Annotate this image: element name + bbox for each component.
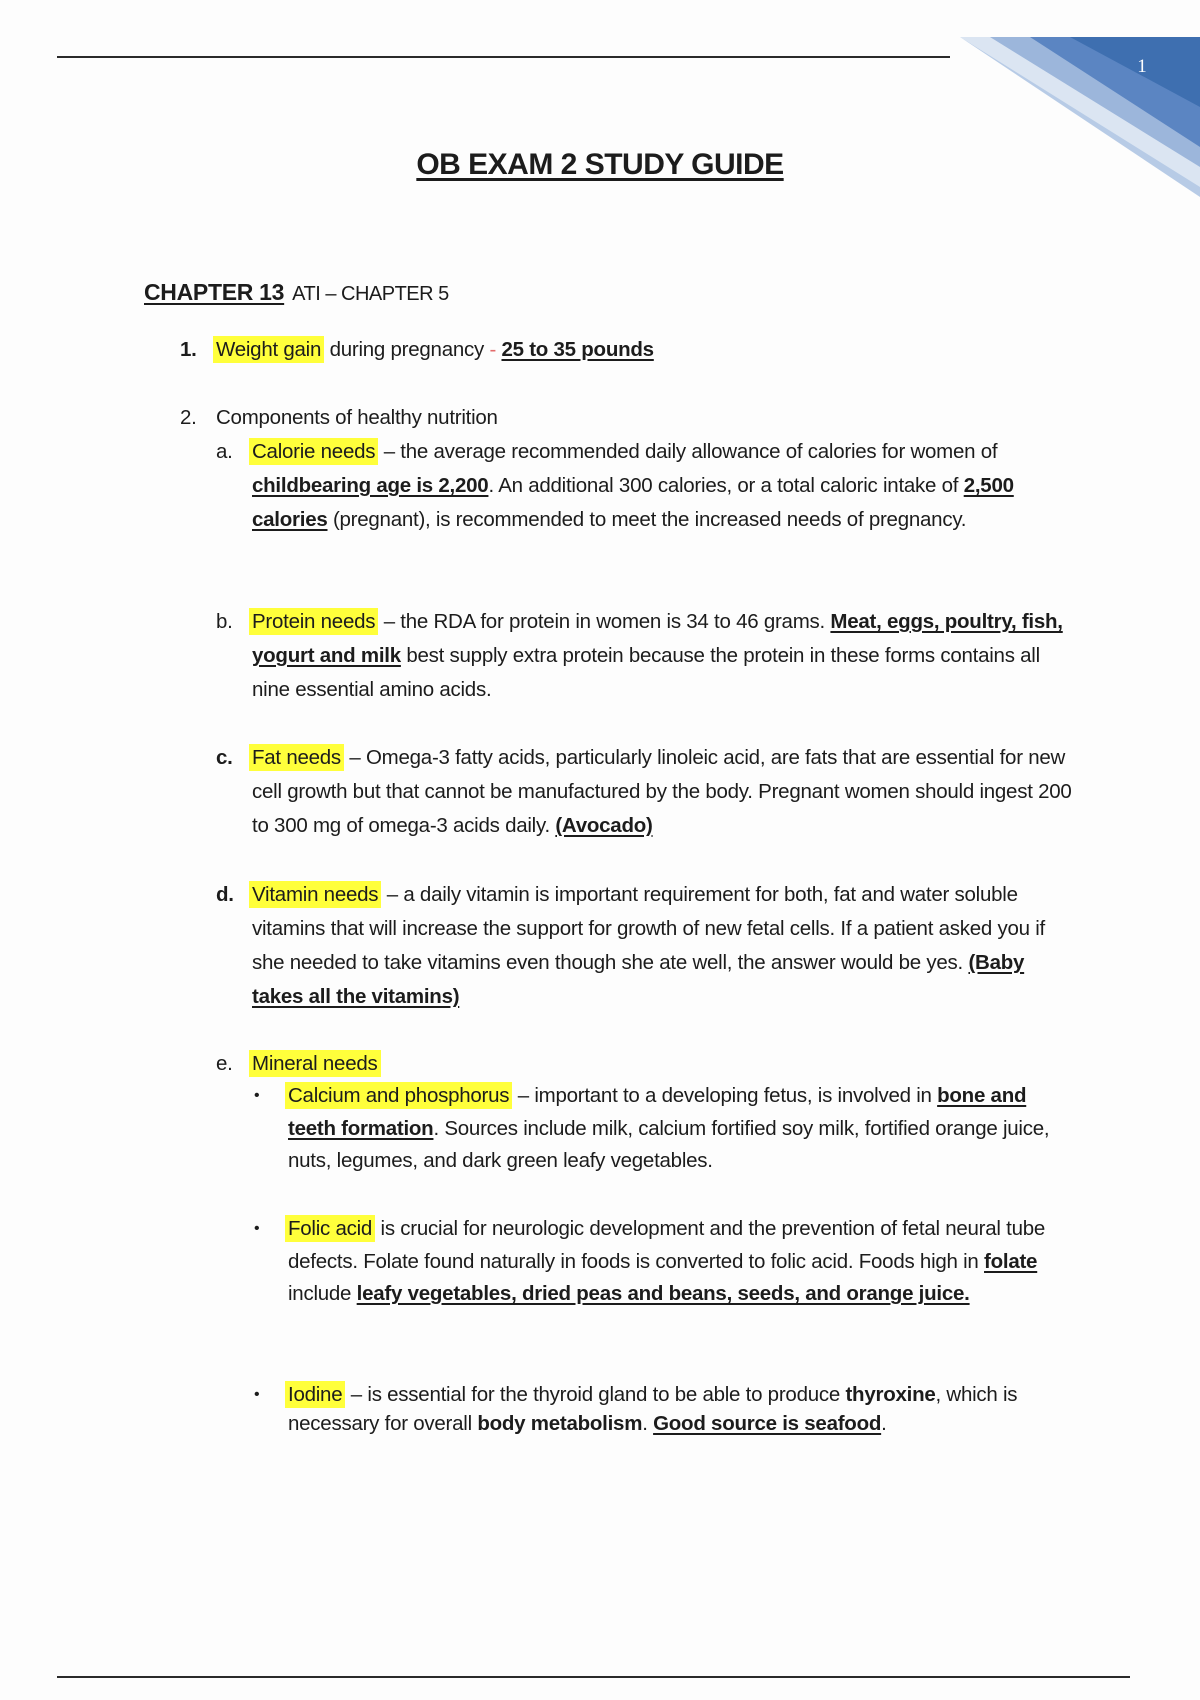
document-title-text: OB EXAM 2 STUDY GUIDE (416, 148, 784, 181)
highlight-term: Mineral needs (249, 1050, 381, 1077)
text: . (642, 1412, 654, 1435)
highlight-term: Vitamin needs (249, 881, 381, 908)
sub-item-label: a. (216, 440, 233, 463)
bullet-marker: • (254, 1386, 260, 1403)
footer-rule (57, 1676, 1130, 1678)
bold-phrase: thyroxine (845, 1383, 936, 1406)
bullet-calcium-phosphorus (254, 1080, 1078, 1178)
list-number: 1. (180, 338, 197, 361)
sub-item-label: e. (216, 1052, 233, 1075)
text: – a daily vitamin is important requirement for both, fat and water soluble vitamins that will increase the support for growth of new fetal cells. If a patient asked you if she needed to take vitamins even though she ate well, the answer would be yes. (252, 883, 1045, 974)
text: . (881, 1412, 887, 1435)
document-title (0, 148, 1200, 182)
page-number: 1 (1137, 56, 1147, 77)
text: – the average recommended daily allowance of calories for women of (378, 440, 998, 463)
bold-phrase: body metabolism (477, 1412, 643, 1435)
sub-item-fat-needs (216, 741, 1087, 843)
text: best supply extra protein because the protein in these forms contains all nine essential amino acids. (252, 644, 1040, 701)
text: – is essential for the thyroid gland to be able to produce (345, 1383, 846, 1406)
text: – the RDA for protein in women is 34 to 46 grams. (378, 610, 831, 633)
text: Components of healthy nutrition (216, 406, 498, 429)
bullet-iodine (254, 1380, 1088, 1438)
bold-phrase: (Avocado) (555, 814, 653, 837)
bold-phrase: (Baby takes all the vitamins) (252, 951, 1025, 1008)
sub-item-calorie-needs (216, 435, 1072, 537)
text: – Omega-3 fatty acids, particularly linoleic acid, are fats that are essential for new cell growth but that cannot be manufactured by the body. Pregnant women should ingest 200 to 300 mg of omega-3 acids daily. (252, 746, 1072, 837)
sub-item-label: d. (216, 883, 234, 906)
list-number: 2. (180, 406, 197, 429)
key-value: 25 to 35 pounds (501, 338, 654, 361)
sub-item-protein-needs (216, 605, 1072, 707)
highlight-term: Folic acid (285, 1215, 375, 1242)
list-item-nutrition (180, 401, 1016, 435)
sub-item-mineral-needs (216, 1047, 1072, 1081)
header-rule (57, 56, 950, 58)
highlight-term: Fat needs (249, 744, 344, 771)
bold-phrase: folate (984, 1249, 1038, 1273)
text: include (288, 1282, 357, 1305)
chapter-number: CHAPTER 13 (144, 279, 285, 305)
bold-phrase: Good source is seafood (653, 1412, 882, 1435)
text: . An additional 300 calories, or a total caloric intake of (488, 474, 964, 497)
bullet-marker: • (254, 1087, 260, 1104)
bold-phrase: bone and teeth formation (288, 1084, 1027, 1140)
text: . Sources include milk, calcium fortified soy milk, fortified orange juice, nuts, legumes, and dark green leafy vegetables. (288, 1116, 1050, 1172)
bold-phrase: 2,500 calories (252, 474, 1014, 531)
text: , which is necessary for overall (288, 1383, 1018, 1435)
text: during pregnancy (324, 338, 490, 361)
highlight-term: Protein needs (249, 608, 378, 635)
sub-item-label: c. (216, 746, 233, 769)
highlight-term: Calorie needs (249, 438, 378, 465)
sub-item-vitamin-needs (216, 878, 1072, 1014)
bullet-folic-acid (254, 1213, 1088, 1311)
text: is crucial for neurologic development and the prevention of fetal neural tube defects. Folate found naturally in foods is converted to folic acid. Foods high in (288, 1217, 1046, 1273)
separator: - (489, 338, 497, 361)
bold-phrase: Meat, eggs, poultry, fish, yogurt and milk (252, 610, 1063, 667)
bold-phrase: leafy vegetables, dried peas and beans, seeds, and orange juice. (356, 1282, 970, 1305)
text: – important to a developing fetus, is involved in (512, 1084, 938, 1107)
sub-item-label: b. (216, 610, 233, 633)
chapter-reference: ATI – CHAPTER 5 (292, 283, 449, 305)
chapter-heading (144, 279, 449, 306)
list-item-weight-gain (180, 333, 1016, 367)
text: (pregnant), is recommended to meet the increased needs of pregnancy. (327, 508, 967, 531)
highlight-term: Weight gain (213, 336, 324, 363)
highlight-term: Iodine (285, 1381, 345, 1408)
highlight-term: Calcium and phosphorus (285, 1082, 512, 1109)
bold-phrase: childbearing age is 2,200 (252, 474, 489, 497)
bullet-marker: • (254, 1220, 260, 1237)
